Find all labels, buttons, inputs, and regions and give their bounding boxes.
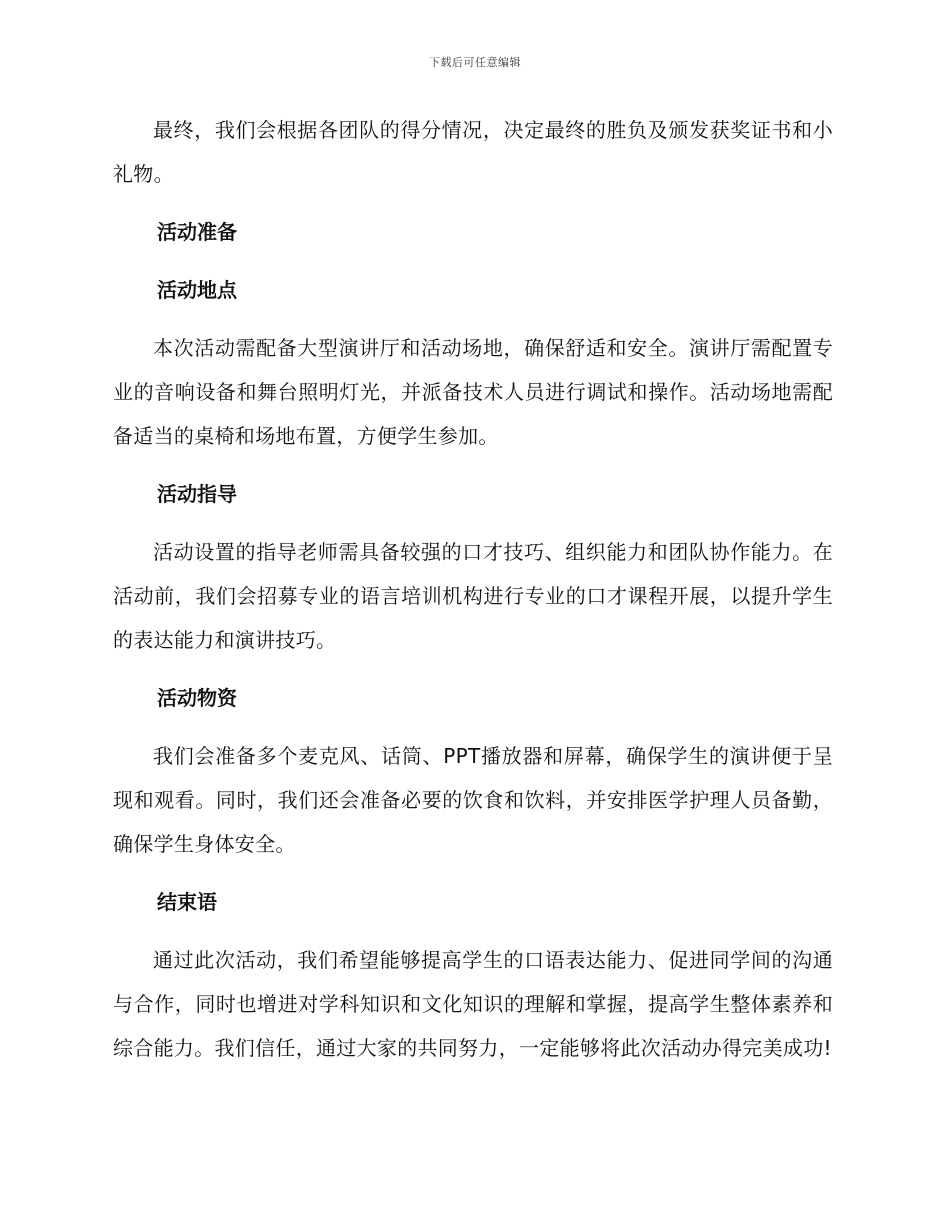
paragraph-location: 本次活动需配备大型演讲厅和活动场地，确保舒适和安全。演讲厅需配置专业的音响设备和舞台照明灯光，并派备技术人员进行调试和操作。活动场地需配备适当的桌椅和场地布置，方便学生参加。	[113, 336, 833, 448]
spacer	[113, 516, 833, 530]
heading-activity-location: 活动地点	[157, 278, 237, 302]
heading-activity-materials: 活动物资	[157, 686, 237, 710]
spacer	[113, 196, 833, 210]
page-header-note: 下载后可任意编辑	[429, 56, 521, 69]
heading-activity-guidance: 活动指导	[157, 482, 237, 506]
paragraph-conclusion: 通过此次活动，我们希望能够提高学生的口语表达能力、促进同学间的沟通与合作，同时也增进对学科知识和文化知识的理解和掌握，提高学生整体素养和综合能力。我们信任，通过大家的共同努力，一定能够将此次活动办得完美成功!	[113, 948, 833, 1060]
spacer	[113, 866, 833, 880]
spacer	[113, 312, 833, 326]
paragraph-materials: 我们会准备多个麦克风、话筒、PPT播放器和屏幕，确保学生的演讲便于呈现和观看。同时，我们还会准备必要的饮食和饮料，并安排医学护理人员备勤，确保学生身体安全。	[113, 744, 833, 856]
document-body	[113, 108, 833, 1070]
spacer	[113, 254, 833, 268]
spacer	[113, 662, 833, 676]
spacer	[113, 458, 833, 472]
heading-conclusion: 结束语	[157, 890, 217, 914]
paragraph-guidance: 活动设置的指导老师需具备较强的口才技巧、组织能力和团队协作能力。在活动前，我们会招募专业的语言培训机构进行专业的口才课程开展，以提升学生的表达能力和演讲技巧。	[113, 540, 833, 652]
paragraph-final-result: 最终，我们会根据各团队的得分情况，决定最终的胜负及颁发获奖证书和小礼物。	[113, 118, 833, 186]
spacer	[113, 924, 833, 938]
heading-activity-preparation: 活动准备	[157, 220, 237, 244]
spacer	[113, 720, 833, 734]
